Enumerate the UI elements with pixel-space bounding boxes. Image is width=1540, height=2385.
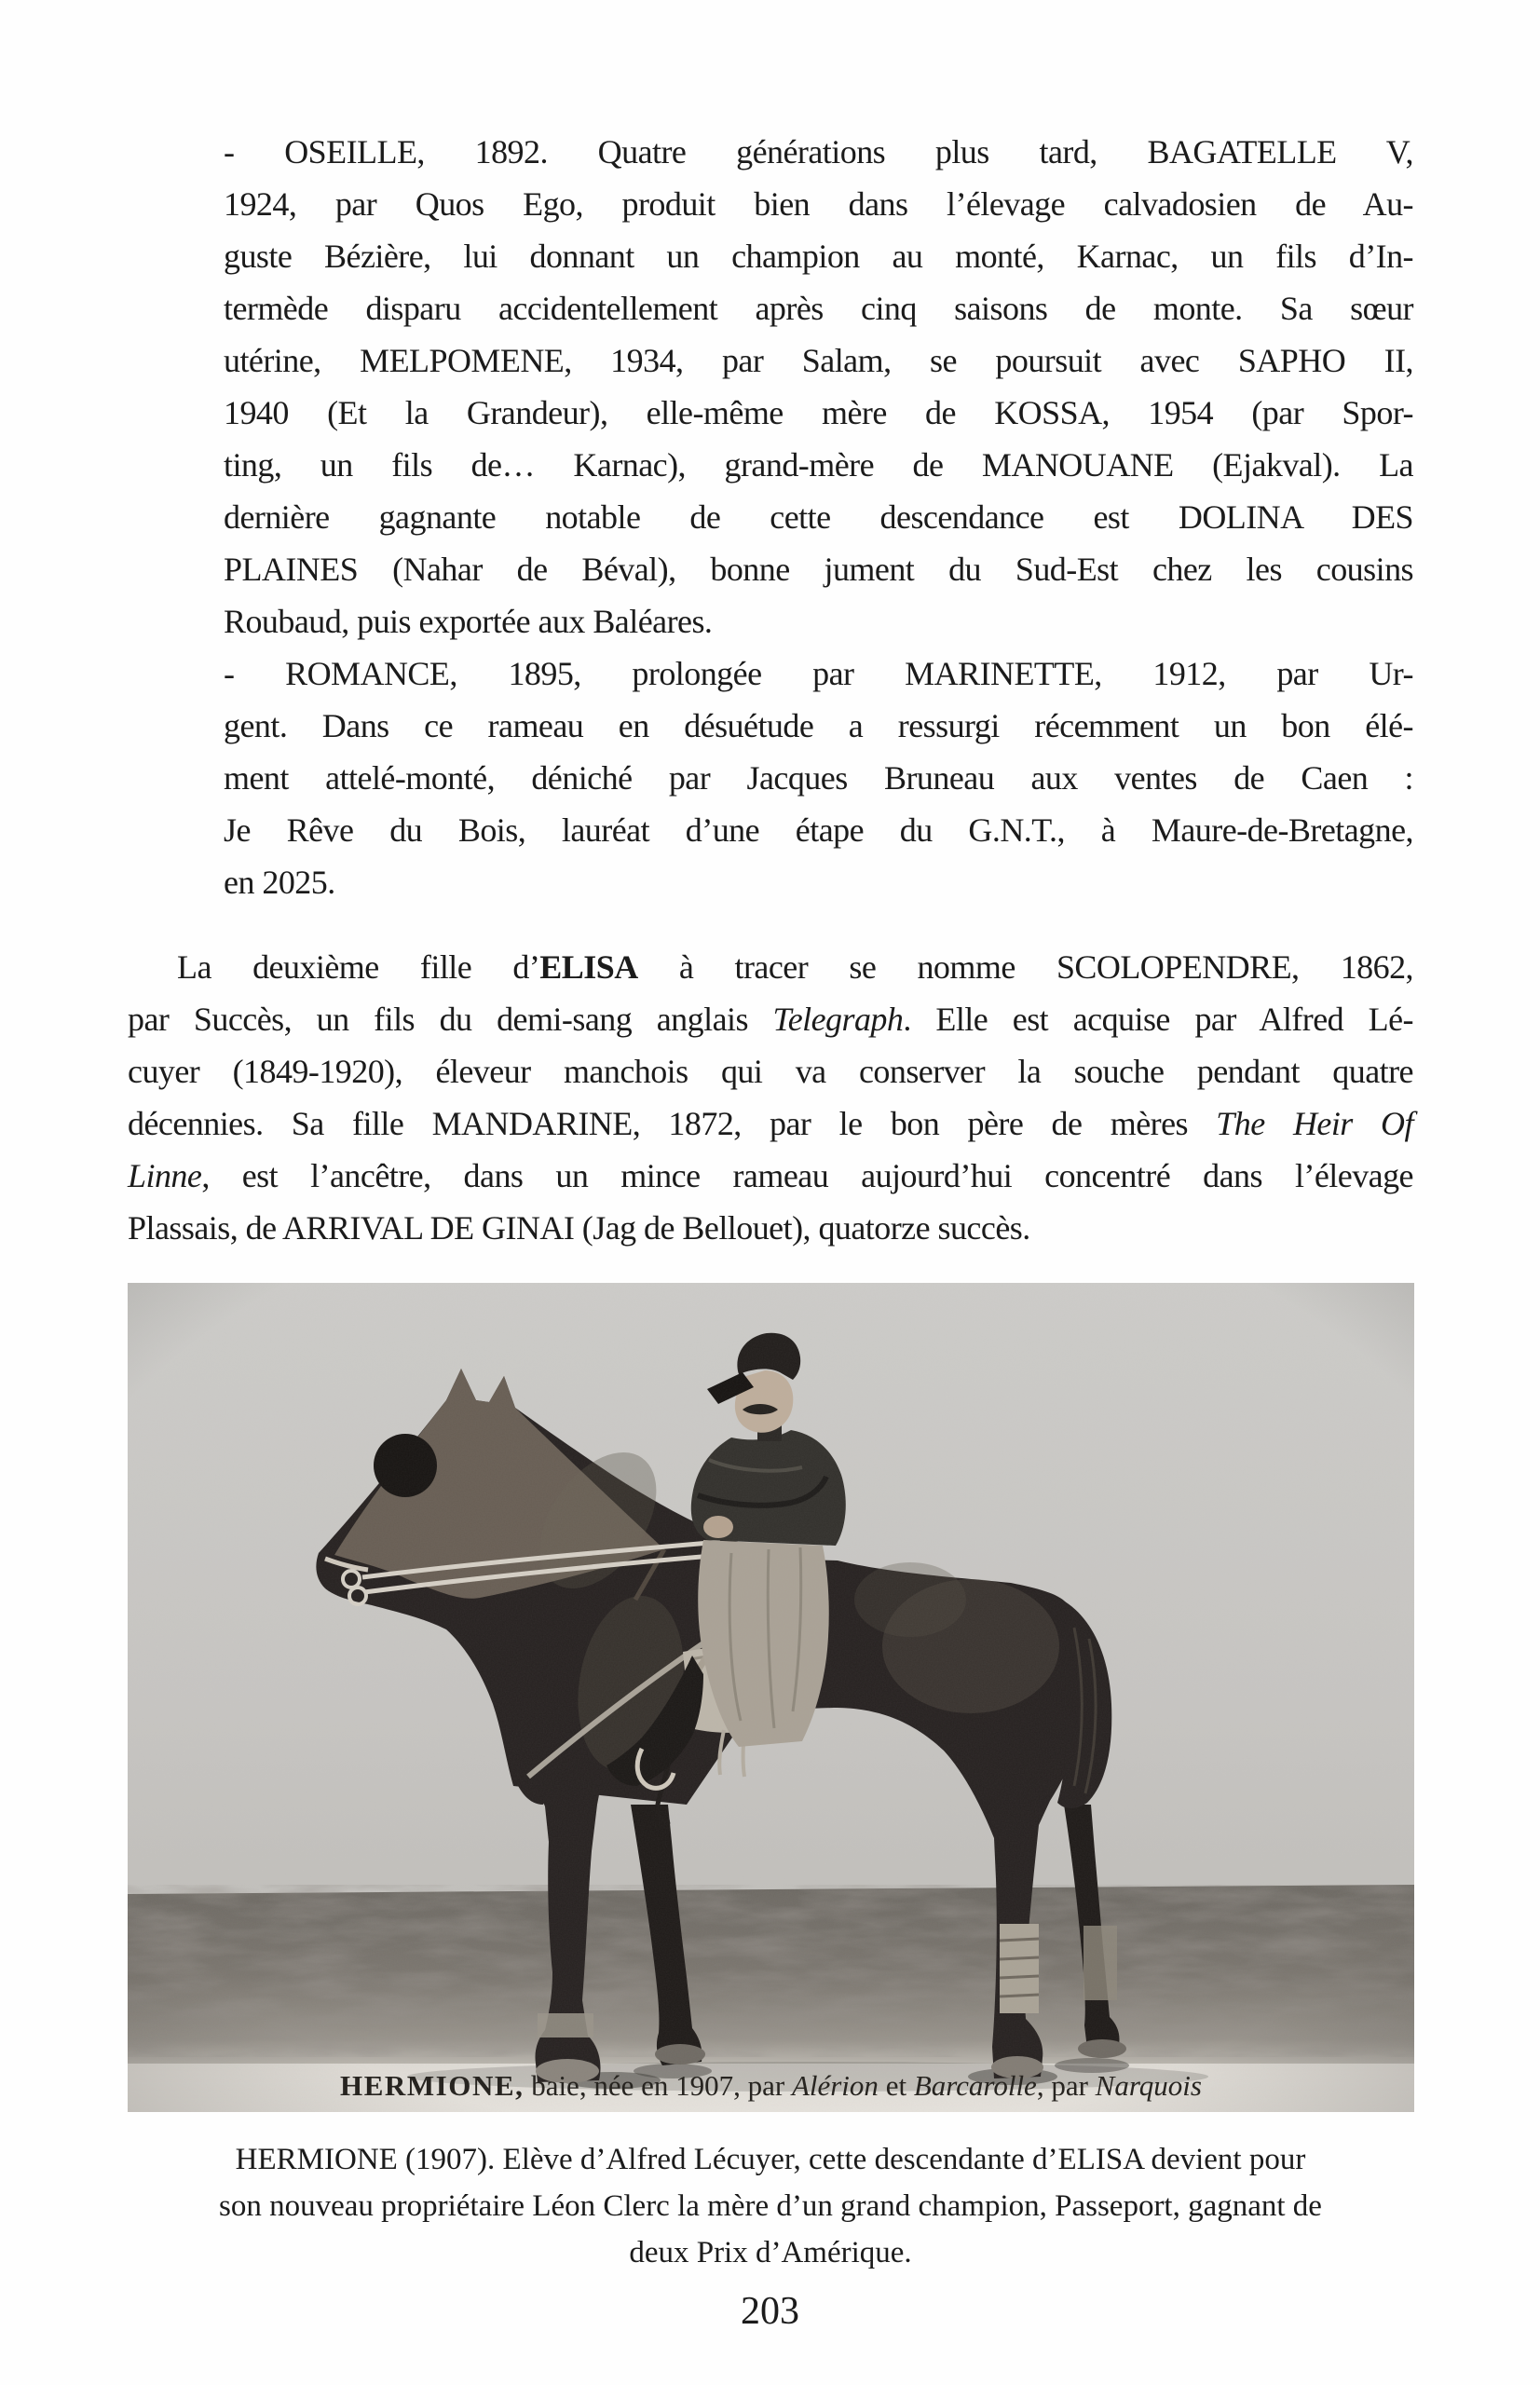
text-line — [128, 2136, 1413, 2183]
figure-caption — [128, 2136, 1413, 2276]
text-segment: utérine, MELPOMENE, 1934, par Salam, se poursuit avec SAPHO II, — [224, 342, 1413, 379]
text-segment: , est l’ancêtre, dans un mince rameau aujourd’hui concentré dans l’élevage — [201, 1157, 1413, 1194]
text-line — [224, 126, 1413, 178]
text-line — [128, 2229, 1413, 2276]
pedigree-list — [128, 126, 1413, 908]
text-line — [128, 1150, 1413, 1202]
text-line — [128, 2183, 1413, 2229]
text-segment: Plassais, de ARRIVAL DE GINAI (Jag de Bellouet), quatorze succès. — [128, 1209, 1030, 1247]
text-segment: - ROMANCE, 1895, prolongée par MARINETTE, 1912, par Ur- — [224, 655, 1413, 692]
photo-grain — [128, 1283, 1414, 2112]
text-segment: PLAINES (Nahar de Béval), bonne jument du Sud-Est chez les cousins — [224, 551, 1413, 588]
text-segment: Je Rêve du Bois, lauréat d’une étape du G.N.T., à Maure-de-Bretagne, — [224, 811, 1413, 849]
text-line — [128, 1097, 1413, 1150]
text-segment: en 2025. — [224, 864, 335, 901]
text-line — [224, 230, 1413, 282]
text-line — [128, 941, 1413, 993]
text-segment: cuyer (1849-1920), éleveur manchois qui va conserver la souche pendant quatre — [128, 1053, 1413, 1090]
caption-segment: Alérion — [791, 2069, 879, 2102]
text-line — [224, 491, 1413, 543]
text-line — [128, 1045, 1413, 1097]
text-segment: gent. Dans ce rameau en désuétude a ressurgi récemment un bon élé- — [224, 707, 1413, 744]
text-segment: ting, un fils de… Karnac), grand-mère de MANOUANE (Ejakval). La — [224, 446, 1413, 484]
text-line — [224, 387, 1413, 439]
list-item-romance — [128, 647, 1413, 908]
text-segment: 1924, par Quos Ego, produit bien dans l’élevage calvadosien de Au- — [224, 185, 1413, 223]
text-line — [224, 804, 1413, 856]
text-segment: . Elle est acquise par Alfred Lé- — [903, 1001, 1413, 1038]
text-line — [224, 439, 1413, 491]
text-segment: Linne — [128, 1157, 202, 1194]
text-segment: par Succès, un fils du demi-sang anglais — [128, 1001, 773, 1038]
text-segment: ment attelé-monté, déniché par Jacques Bruneau aux ventes de Caen : — [224, 759, 1413, 797]
text-segment: - OSEILLE, 1892. Quatre générations plus tard, BAGATELLE V, — [224, 133, 1413, 170]
text-line — [224, 856, 1413, 908]
text-segment: à tracer se nomme SCOLOPENDRE, 1862, — [637, 948, 1413, 986]
text-segment: Roubaud, puis exportée aux Baléares. — [224, 603, 713, 640]
text-line — [224, 752, 1413, 804]
text-segment: son nouveau propriétaire Léon Clerc la mère d’un grand champion, Passeport, gagnant de — [219, 2189, 1322, 2223]
text-line — [224, 700, 1413, 752]
horse-photo — [128, 1283, 1414, 2112]
text-segment: 1940 (Et la Grandeur), elle-même mère de KOSSA, 1954 (par Spor- — [224, 394, 1413, 431]
caption-segment: Barcarolle — [913, 2069, 1037, 2102]
caption-segment: et — [878, 2069, 914, 2102]
text-line — [128, 993, 1413, 1045]
text-segment: deux Prix d’Amérique. — [629, 2236, 912, 2269]
text-segment: guste Bézière, lui donnant un champion au monté, Karnac, un fils d’In- — [224, 238, 1413, 275]
text-segment: Telegraph — [772, 1001, 904, 1038]
caption-segment: HERMIONE, — [340, 2069, 525, 2102]
caption-segment: Narquois — [1095, 2069, 1202, 2102]
text-segment: The Heir Of — [1216, 1105, 1413, 1142]
text-line — [224, 178, 1413, 230]
horse-photo-illustration — [128, 1283, 1414, 2112]
page-number: 203 — [741, 2290, 799, 2333]
text-line — [224, 282, 1413, 334]
text-segment: HERMIONE (1907). Elève d’Alfred Lécuyer, cette descendante d’ELISA devient pour — [235, 2143, 1306, 2176]
text-segment: termède disparu accidentellement après cinq saisons de monte. Sa sœur — [224, 290, 1413, 327]
text-segment: décennies. Sa fille MANDARINE, 1872, par le bon père de mères — [128, 1105, 1217, 1142]
text-line — [224, 334, 1413, 387]
text-segment: La deuxième fille d’ — [177, 948, 540, 986]
text-line — [224, 595, 1413, 647]
caption-segment: baie, née en 1907, par — [524, 2069, 792, 2102]
photo-inner-caption — [128, 2069, 1414, 2103]
text-line — [224, 647, 1413, 700]
text-segment: dernière gagnante notable de cette descendance est DOLINA DES — [224, 498, 1413, 536]
body-paragraph — [128, 941, 1413, 1254]
text-line — [128, 1202, 1413, 1254]
list-item-oseille — [128, 126, 1413, 647]
caption-segment: , par — [1036, 2069, 1096, 2102]
text-segment: ELISA — [539, 948, 638, 986]
text-line — [224, 543, 1413, 595]
